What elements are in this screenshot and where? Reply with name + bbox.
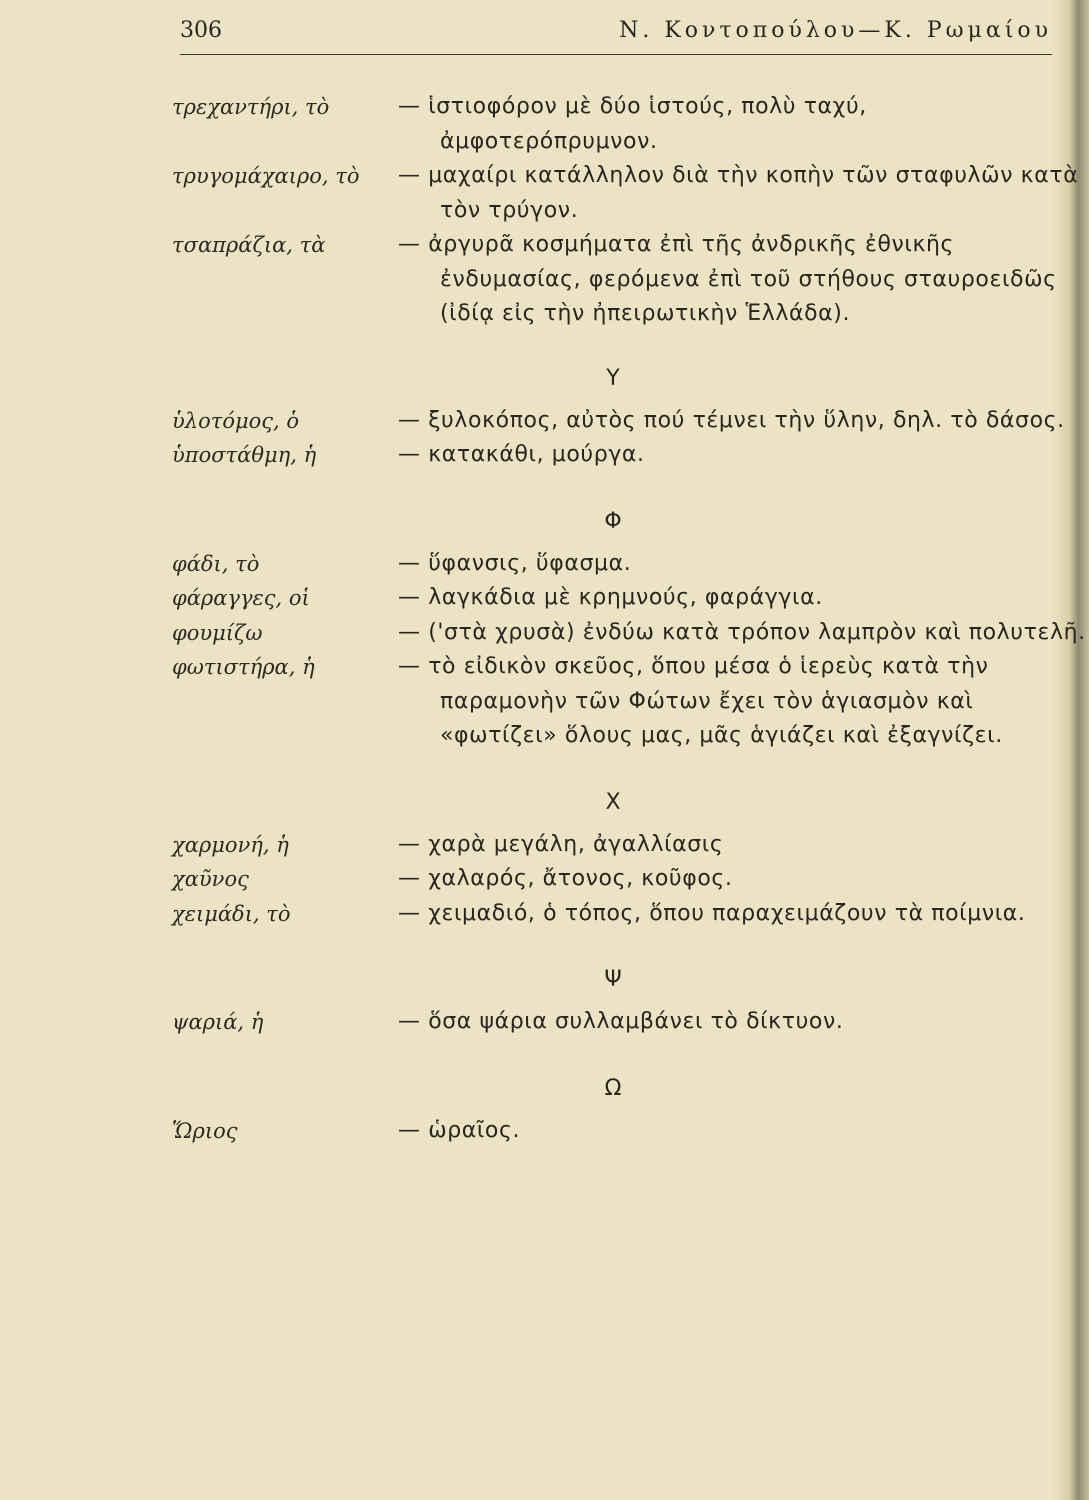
page-header bbox=[180, 18, 1052, 58]
entry-definition: — χειμαδιό, ὁ τόπος, ὅπου παραχειμάζουν τὰ ποίμνια. bbox=[398, 900, 1026, 926]
section-letter: Φ bbox=[604, 508, 622, 534]
section-phi bbox=[0, 505, 1089, 754]
entry-term: τσαπράζια, τὰ bbox=[172, 233, 326, 257]
entry-term: φωτιστήρα, ἡ bbox=[172, 655, 315, 679]
entry-term: ὑλοτόμος, ὁ bbox=[172, 408, 300, 433]
glossary-entry bbox=[0, 547, 1089, 582]
glossary-entry bbox=[0, 90, 1089, 159]
entry-definition: — ὕφανσις, ὕφασμα. bbox=[398, 550, 632, 576]
entry-term: χαῦνος bbox=[172, 867, 249, 891]
section-chi bbox=[0, 786, 1089, 932]
section-letter: Ω bbox=[604, 1075, 622, 1101]
section-omega bbox=[0, 1072, 1089, 1149]
entry-term: φάδι, τὸ bbox=[172, 551, 260, 576]
entry-term: φάραγγες, οἱ bbox=[172, 586, 310, 610]
glossary-entry bbox=[0, 897, 1089, 932]
entry-term: ὑποστάθμη, ἡ bbox=[172, 443, 317, 467]
entry-definition: — χαλαρός, ἄτονος, κοῦφος. bbox=[398, 866, 733, 891]
entry-term: χαρμονή, ἡ bbox=[172, 832, 289, 857]
entry-definition: — τὸ εἰδικὸν σκεῦος, ὅπου μέσα ὁ ἱερεὺς κατὰ τὴν παραμονὴν τῶν Φώτων ἔχει τὸν ἁγιασμὸν καὶ «φωτίζει» ὅλους μας, μᾶς ἁγιάζει καὶ ἐξαγνίζει. bbox=[398, 654, 1003, 748]
entry-term: χειμάδι, τὸ bbox=[172, 901, 291, 926]
entry-definition: — κατακάθι, μούργα. bbox=[398, 442, 645, 467]
section-letter: Χ bbox=[605, 789, 621, 815]
entry-definition: — χαρὰ μεγάλη, ἀγαλλίασις bbox=[398, 831, 724, 857]
glossary-entry bbox=[0, 438, 1089, 473]
running-head: Ν. Κοντοπούλου—Κ. Ρωμαίου bbox=[619, 18, 1052, 43]
entry-definition: — ἱστιοφόρον μὲ δύο ἱστούς, πολὺ ταχύ, ἀμφοτερόπρυμνον. bbox=[398, 94, 867, 154]
section-upsilon bbox=[0, 362, 1089, 473]
entry-definition: — λαγκάδια μὲ κρημνούς, φαράγγια. bbox=[398, 585, 823, 610]
header-rule bbox=[180, 54, 1052, 55]
glossary-entry bbox=[0, 1114, 1089, 1149]
entry-term: Ὥριος bbox=[172, 1118, 238, 1143]
entry-definition: — ἀργυρᾶ κοσμήματα ἐπὶ τῆς ἀνδρικῆς ἐθνικῆς ἐνδυμασίας, φερόμενα ἐπὶ τοῦ στήθους σταυροειδῶς (ἰδίᾳ εἰς τὴν ἠπειρωτικὴν Ἑλλάδα). bbox=[398, 232, 1057, 326]
section-t bbox=[0, 90, 1089, 332]
glossary-entry bbox=[0, 581, 1089, 616]
entry-term: ψαριά, ἡ bbox=[172, 1010, 264, 1034]
section-psi bbox=[0, 963, 1089, 1040]
glossary-entry bbox=[0, 862, 1089, 897]
entry-term: φουμίζω bbox=[172, 620, 263, 645]
entry-term: τρυγομάχαιρο, τὸ bbox=[172, 164, 360, 188]
glossary-entry bbox=[0, 228, 1089, 332]
glossary-entry bbox=[0, 828, 1089, 863]
entry-definition: — μαχαίρι κατάλληλον διὰ τὴν κοπὴν τῶν σταφυλῶν κατὰ τὸν τρύγον. bbox=[398, 163, 1079, 223]
glossary-content bbox=[0, 90, 1089, 1148]
entry-definition: — ξυλοκόπος, αὐτὸς πού τέμνει τὴν ὕλην, δηλ. τὸ δάσος. bbox=[398, 407, 1065, 433]
entry-term: τρεχαντήρι, τὸ bbox=[172, 95, 330, 119]
glossary-entry bbox=[0, 404, 1089, 439]
glossary-entry bbox=[0, 1005, 1089, 1040]
section-letter: Υ bbox=[606, 365, 620, 391]
entry-definition: — ὡραῖος. bbox=[398, 1117, 521, 1143]
glossary-entry bbox=[0, 616, 1089, 651]
glossary-entry bbox=[0, 159, 1089, 228]
section-letter: Ψ bbox=[604, 967, 622, 992]
entry-definition: — ὅσα ψάρια συλλαμβάνει τὸ δίκτυον. bbox=[398, 1009, 844, 1034]
glossary-entry bbox=[0, 650, 1089, 754]
entry-definition: — ('στὰ χρυσὰ) ἐνδύω κατὰ τρόπον λαμπρὸν καὶ πολυτελῆ. bbox=[398, 619, 1086, 645]
page-number: 306 bbox=[180, 18, 222, 43]
